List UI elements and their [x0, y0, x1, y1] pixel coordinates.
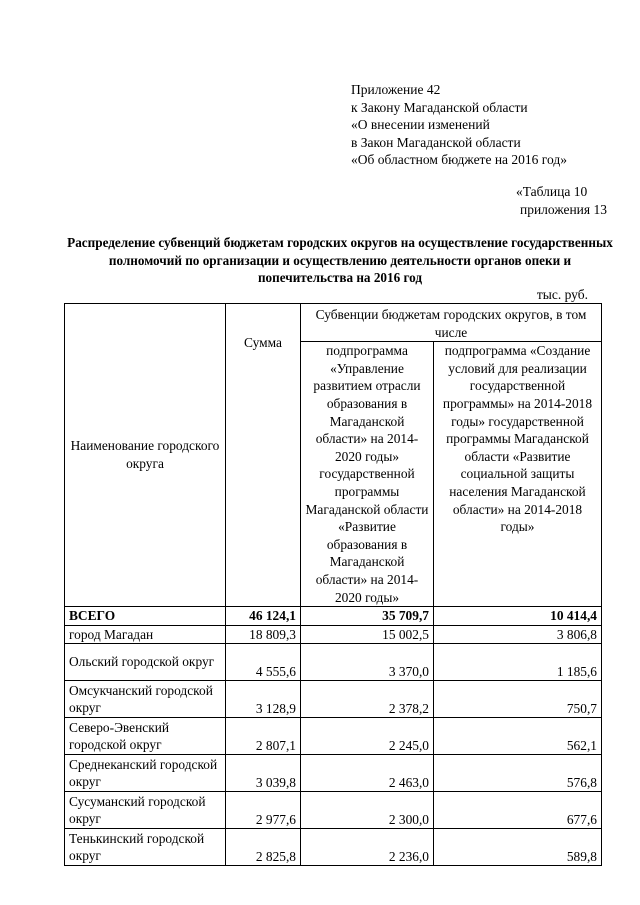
- row-program-2: 3 806,8: [434, 625, 602, 644]
- row-program-2: 677,6: [434, 792, 602, 829]
- row-program-1: 15 002,5: [301, 625, 434, 644]
- row-program-2: 576,8: [434, 755, 602, 792]
- table-reference-line: приложения 13: [519, 202, 607, 217]
- table-row: [65, 644, 602, 681]
- table-row: [65, 625, 602, 644]
- units-label: тыс. руб.: [536, 287, 588, 302]
- appendix-line: «О внесении изменений: [351, 117, 490, 133]
- row-sum: 2 825,8: [226, 829, 301, 866]
- row-program-1: 2 378,2: [301, 681, 434, 718]
- appendix-header: [351, 81, 567, 169]
- row-sum: 3 039,8: [226, 755, 301, 792]
- header-program-1: подпрограмма «Управление развитием отрасли образования в Магаданской области» на 2014-2020 годы» государственной программы Магаданской области «Развитие образования в Магаданской области» на 2014-2020 годы»: [301, 342, 434, 607]
- total-program-1: 35 709,7: [301, 607, 434, 626]
- row-program-2: 750,7: [434, 681, 602, 718]
- appendix-line: Приложение 42: [351, 82, 441, 97]
- table-row: [65, 681, 602, 718]
- row-sum: 3 128,9: [226, 681, 301, 718]
- row-program-1: 3 370,0: [301, 644, 434, 681]
- row-name: Тенькинский городской округ: [65, 829, 226, 866]
- appendix-line: в Закон Магаданской области: [351, 134, 521, 150]
- total-row: [65, 607, 602, 626]
- total-sum: 46 124,1: [226, 607, 301, 626]
- row-name: Северо-Эвенский городской округ: [65, 718, 226, 755]
- row-program-1: 2 463,0: [301, 755, 434, 792]
- table-row: [65, 718, 602, 755]
- table-row: [65, 829, 602, 866]
- row-name: Среднеканский городской округ: [65, 755, 226, 792]
- row-program-2: 589,8: [434, 829, 602, 866]
- row-name: Сусуманский городской округ: [65, 792, 226, 829]
- document-title: Распределение субвенций бюджетам городских округов на осуществление государственных полномочий по организации и осуществлению деятельности органов опеки и попечительства на 2016 год: [67, 235, 613, 286]
- table-row: [65, 755, 602, 792]
- row-sum: 4 555,6: [226, 644, 301, 681]
- row-program-1: 2 236,0: [301, 829, 434, 866]
- header-program-2: подпрограмма «Создание условий для реализации государственной программы» на 2014-2018 годы» государственной программы Магаданской области «Развитие социальной защиты населения Магаданской области» на 2014-2018 годы»: [434, 342, 602, 607]
- total-program-2: 10 414,4: [434, 607, 602, 626]
- header-row: [65, 304, 602, 342]
- total-name: ВСЕГО: [65, 607, 226, 626]
- appendix-line: к Закону Магаданской области: [351, 99, 528, 115]
- table-row: [65, 792, 602, 829]
- header-name: Наименование городского округа: [65, 304, 226, 607]
- row-program-2: 562,1: [434, 718, 602, 755]
- row-program-1: 2 245,0: [301, 718, 434, 755]
- header-subventions: Субвенции бюджетам городских округов, в том числе: [301, 304, 602, 342]
- subventions-table: [64, 303, 602, 866]
- row-name: Омсукчанский городской округ: [65, 681, 226, 718]
- table-reference-line: «Таблица 10: [515, 184, 588, 199]
- header-sum: Сумма: [226, 304, 301, 607]
- row-program-1: 2 300,0: [301, 792, 434, 829]
- row-name: Ольский городской округ: [65, 644, 226, 681]
- appendix-line: «Об областном бюджете на 2016 год»: [351, 152, 567, 168]
- row-sum: 2 807,1: [226, 718, 301, 755]
- table-reference: [516, 183, 607, 219]
- row-name: город Магадан: [65, 625, 226, 644]
- row-sum: 2 977,6: [226, 792, 301, 829]
- row-program-2: 1 185,6: [434, 644, 602, 681]
- row-sum: 18 809,3: [226, 625, 301, 644]
